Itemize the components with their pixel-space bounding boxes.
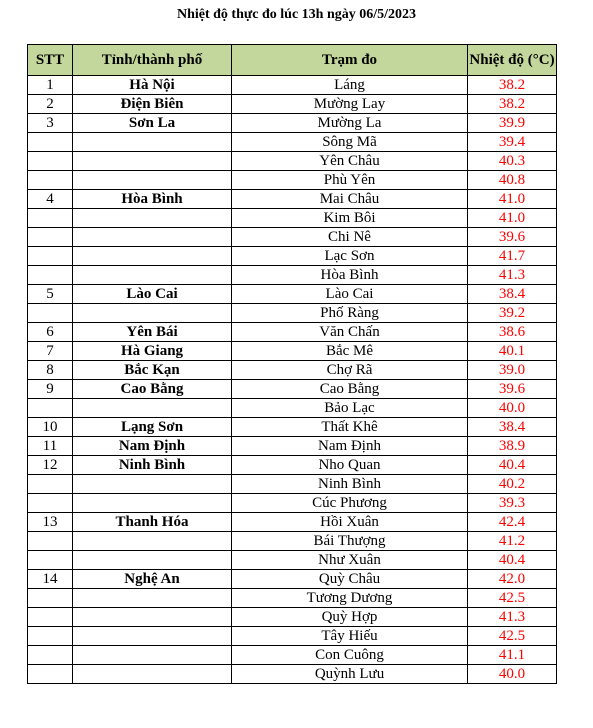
temperature-cell: 42.0 (468, 570, 557, 589)
stt-cell: 13 (28, 513, 73, 532)
station-cell: Hồi Xuân (232, 513, 468, 532)
table-row (28, 380, 557, 399)
temperature-cell: 39.6 (468, 380, 557, 399)
station-cell: Tương Dương (232, 589, 468, 608)
stt-cell (28, 532, 73, 551)
temperature-cell: 41.1 (468, 646, 557, 665)
stt-cell (28, 304, 73, 323)
province-cell (73, 209, 232, 228)
stt-cell: 12 (28, 456, 73, 475)
stt-cell: 2 (28, 95, 73, 114)
table-row (28, 285, 557, 304)
stt-cell: 8 (28, 361, 73, 380)
station-cell: Mường Lay (232, 95, 468, 114)
stt-cell (28, 627, 73, 646)
stt-cell: 14 (28, 570, 73, 589)
station-cell: Quỳnh Lưu (232, 665, 468, 684)
temperature-cell: 38.4 (468, 285, 557, 304)
station-cell: Bảo Lạc (232, 399, 468, 418)
stt-cell: 9 (28, 380, 73, 399)
province-cell (73, 133, 232, 152)
stt-cell (28, 266, 73, 285)
province-cell (73, 228, 232, 247)
temperature-cell: 40.3 (468, 152, 557, 171)
temperature-cell: 39.0 (468, 361, 557, 380)
temperature-cell: 39.2 (468, 304, 557, 323)
station-cell: Lạc Sơn (232, 247, 468, 266)
station-cell: Kim Bôi (232, 209, 468, 228)
province-cell: Nam Định (73, 437, 232, 456)
station-cell: Bái Thượng (232, 532, 468, 551)
table-row (28, 95, 557, 114)
station-cell: Cúc Phương (232, 494, 468, 513)
temperature-cell: 38.2 (468, 95, 557, 114)
table-row (28, 418, 557, 437)
province-cell: Lạng Sơn (73, 418, 232, 437)
stt-cell (28, 475, 73, 494)
temperature-cell: 40.0 (468, 665, 557, 684)
table-row (28, 76, 557, 95)
temperature-cell: 41.3 (468, 266, 557, 285)
temperature-cell: 41.0 (468, 209, 557, 228)
temperature-cell: 42.5 (468, 627, 557, 646)
temperature-cell: 40.8 (468, 171, 557, 190)
stt-cell: 5 (28, 285, 73, 304)
table-body (28, 76, 557, 684)
station-cell: Láng (232, 76, 468, 95)
temperature-cell: 41.7 (468, 247, 557, 266)
province-cell (73, 608, 232, 627)
province-cell: Hà Giang (73, 342, 232, 361)
temperature-table (27, 44, 557, 684)
table-row (28, 513, 557, 532)
temperature-cell: 40.2 (468, 475, 557, 494)
temperature-cell: 38.6 (468, 323, 557, 342)
header-station: Trạm đo (232, 45, 468, 76)
header-stt: STT (28, 45, 73, 76)
station-cell: Yên Châu (232, 152, 468, 171)
stt-cell (28, 494, 73, 513)
table-row (28, 361, 557, 380)
table-row (28, 532, 557, 551)
province-cell: Hà Nội (73, 76, 232, 95)
stt-cell: 4 (28, 190, 73, 209)
province-cell (73, 266, 232, 285)
table-row (28, 152, 557, 171)
station-cell: Như Xuân (232, 551, 468, 570)
stt-cell (28, 551, 73, 570)
province-cell: Hòa Bình (73, 190, 232, 209)
station-cell: Phù Yên (232, 171, 468, 190)
station-cell: Nho Quan (232, 456, 468, 475)
temperature-cell: 39.3 (468, 494, 557, 513)
temperature-cell: 41.2 (468, 532, 557, 551)
stt-cell (28, 247, 73, 266)
province-cell (73, 589, 232, 608)
table-row (28, 475, 557, 494)
table-row (28, 342, 557, 361)
table-row (28, 551, 557, 570)
temperature-cell: 40.0 (468, 399, 557, 418)
temperature-cell: 40.1 (468, 342, 557, 361)
province-cell (73, 171, 232, 190)
station-cell: Sông Mã (232, 133, 468, 152)
province-cell: Ninh Bình (73, 456, 232, 475)
table-row (28, 171, 557, 190)
stt-cell (28, 589, 73, 608)
table-row (28, 228, 557, 247)
temperature-cell: 40.4 (468, 456, 557, 475)
station-cell: Chi Nê (232, 228, 468, 247)
station-cell: Hòa Bình (232, 266, 468, 285)
temperature-cell: 38.9 (468, 437, 557, 456)
province-cell (73, 551, 232, 570)
stt-cell: 6 (28, 323, 73, 342)
header-temperature: Nhiệt độ (°C) (468, 45, 557, 76)
stt-cell: 7 (28, 342, 73, 361)
station-cell: Phố Ràng (232, 304, 468, 323)
stt-cell (28, 133, 73, 152)
temperature-cell: 42.5 (468, 589, 557, 608)
province-cell: Cao Bằng (73, 380, 232, 399)
province-cell (73, 475, 232, 494)
station-cell: Tây Hiếu (232, 627, 468, 646)
province-cell (73, 665, 232, 684)
station-cell: Chợ Rã (232, 361, 468, 380)
station-cell: Mường La (232, 114, 468, 133)
province-cell (73, 304, 232, 323)
temperature-cell: 41.3 (468, 608, 557, 627)
table-header (28, 45, 557, 76)
province-cell (73, 152, 232, 171)
header-province: Tỉnh/thành phố (73, 45, 232, 76)
table-row (28, 665, 557, 684)
table-row (28, 209, 557, 228)
province-cell (73, 494, 232, 513)
province-cell: Thanh Hóa (73, 513, 232, 532)
station-cell: Quỳ Hợp (232, 608, 468, 627)
table-row (28, 133, 557, 152)
table-row (28, 190, 557, 209)
document-title: Nhiệt độ thực đo lúc 13h ngày 06/5/2023 (176, 7, 417, 22)
province-cell: Lào Cai (73, 285, 232, 304)
province-cell (73, 646, 232, 665)
station-cell: Mai Châu (232, 190, 468, 209)
table-row (28, 247, 557, 266)
station-cell: Lào Cai (232, 285, 468, 304)
temperature-cell: 40.4 (468, 551, 557, 570)
stt-cell (28, 228, 73, 247)
temperature-cell: 39.6 (468, 228, 557, 247)
stt-cell (28, 608, 73, 627)
station-cell: Văn Chấn (232, 323, 468, 342)
temperature-cell: 39.4 (468, 133, 557, 152)
province-cell (73, 532, 232, 551)
stt-cell (28, 665, 73, 684)
province-cell: Sơn La (73, 114, 232, 133)
station-cell: Nam Định (232, 437, 468, 456)
header-row (28, 45, 557, 76)
table-row (28, 627, 557, 646)
stt-cell: 3 (28, 114, 73, 133)
province-cell: Bắc Kạn (73, 361, 232, 380)
table-row (28, 456, 557, 475)
stt-cell: 1 (28, 76, 73, 95)
station-cell: Thất Khê (232, 418, 468, 437)
province-cell: Điện Biên (73, 95, 232, 114)
station-cell: Bắc Mê (232, 342, 468, 361)
stt-cell: 11 (28, 437, 73, 456)
table-row (28, 589, 557, 608)
stt-cell (28, 152, 73, 171)
province-cell (73, 247, 232, 266)
province-cell (73, 627, 232, 646)
station-cell: Ninh Bình (232, 475, 468, 494)
province-cell: Yên Bái (73, 323, 232, 342)
table-row (28, 323, 557, 342)
temperature-cell: 39.9 (468, 114, 557, 133)
stt-cell: 10 (28, 418, 73, 437)
temperature-cell: 42.4 (468, 513, 557, 532)
province-cell (73, 399, 232, 418)
temperature-cell: 41.0 (468, 190, 557, 209)
table-row (28, 266, 557, 285)
table-row (28, 114, 557, 133)
table-row (28, 608, 557, 627)
station-cell: Con Cuông (232, 646, 468, 665)
province-cell: Nghệ An (73, 570, 232, 589)
table-row (28, 437, 557, 456)
table-row (28, 304, 557, 323)
table-row (28, 494, 557, 513)
table-row (28, 399, 557, 418)
station-cell: Cao Bằng (232, 380, 468, 399)
stt-cell (28, 171, 73, 190)
table-row (28, 570, 557, 589)
table-row (28, 646, 557, 665)
stt-cell (28, 209, 73, 228)
temperature-cell: 38.2 (468, 76, 557, 95)
stt-cell (28, 399, 73, 418)
station-cell: Quỳ Châu (232, 570, 468, 589)
temperature-cell: 38.4 (468, 418, 557, 437)
stt-cell (28, 646, 73, 665)
